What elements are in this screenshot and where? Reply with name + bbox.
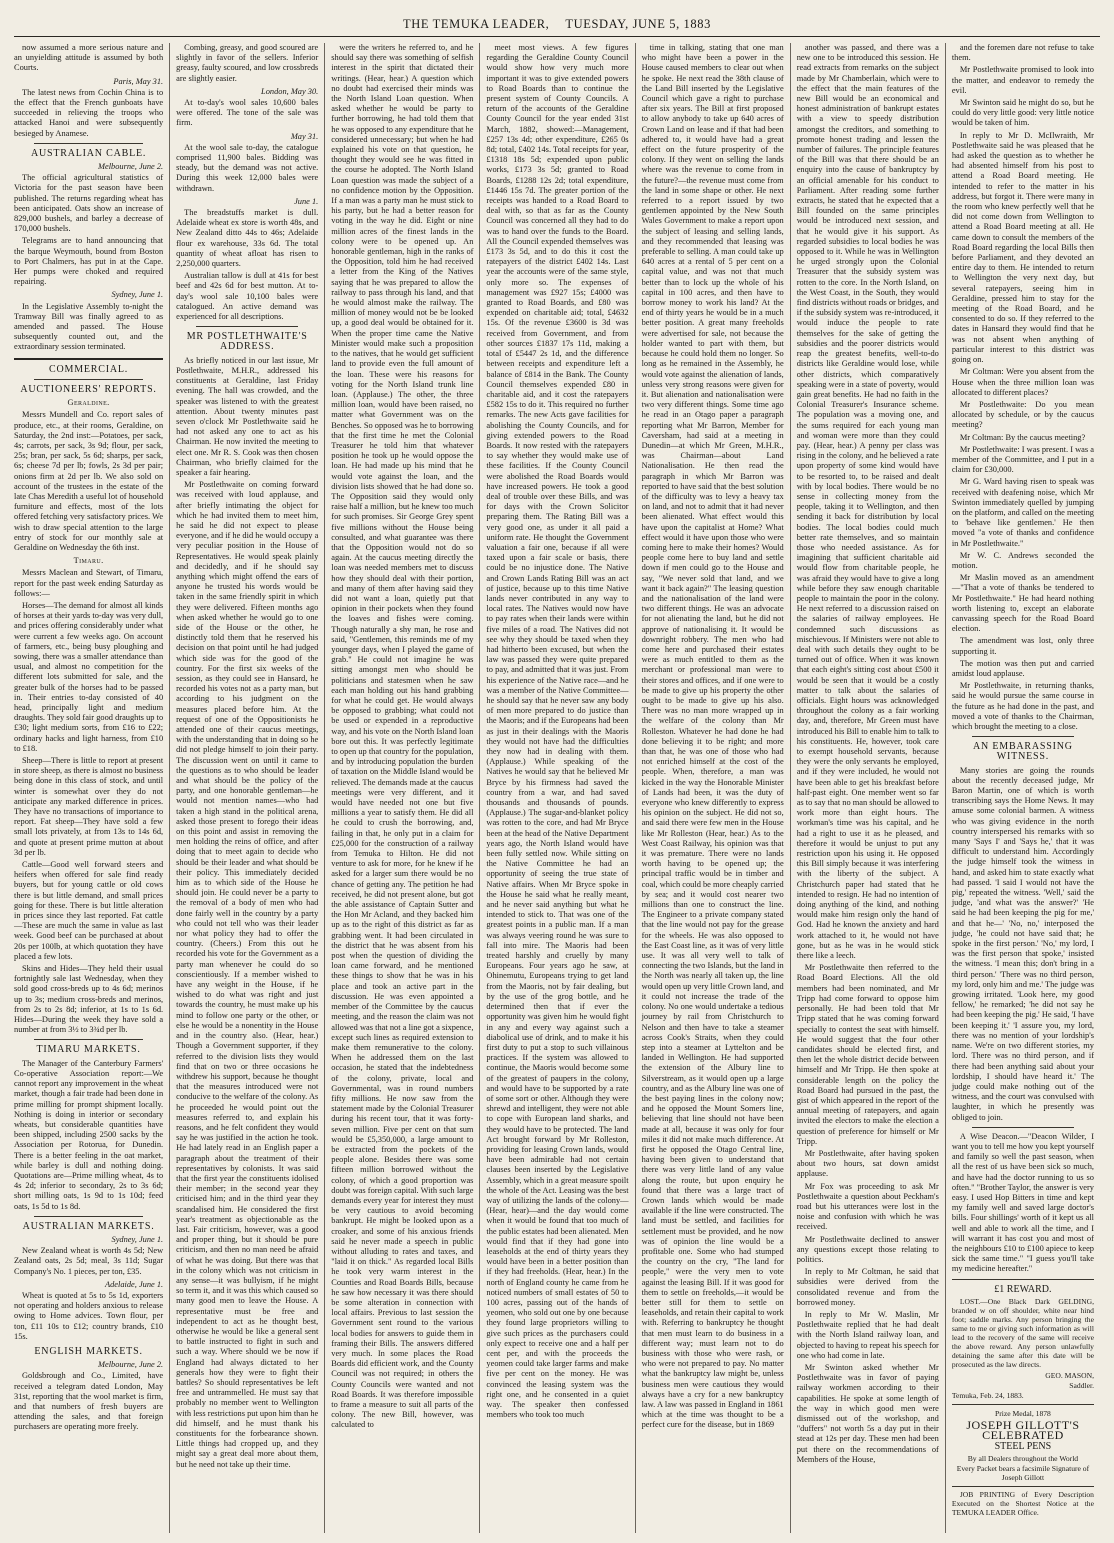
article-paragraph: Combing, greasy, and good scoured are slightly in favor of the sellers. Inferior greasy, faulty scoured, and low crossbreds are slightly easier. [176,43,319,83]
section-heading: TIMARU MARKETS. [36,1044,141,1056]
article-paragraph: Mr Coltman: By the caucus meeting? [959,432,1086,442]
section-heading: AN EMBARASSING WITNESS. [973,741,1073,763]
column-2 [169,43,324,1533]
column-6 [790,43,945,1533]
article-paragraph: The latest news from Cochin China is to the effect that the French gunboats have succeeded in relieving the troops who attacked Hanoi and were subsequently besieged by Anamese. [14,87,164,138]
article-paragraph: now assumed a more serious nature and an unyielding attitude is assumed by both Courts. [14,43,164,73]
article-paragraph: In reply to Mr Coltman, he said that subsidies were derived from the consolidated revenue and from the borrowed money. [796,1267,939,1307]
ad-subtitle: STEEL PENS [994,1441,1052,1453]
dateline: Melbourne, June 2. [98,162,164,172]
article-paragraph: The motion was then put and carried amidst loud applause. [951,658,1094,678]
article-paragraph: Mr Postlethwaite: Do you mean allocated by schedule, or by the caucus meeting? [951,399,1094,430]
subheading: Timaru. [73,556,104,566]
article-paragraph: Mr G. Ward having risen to speak was received with deafening noise, which Mr Swinton immediately quelled by jumping on the platform, and called on the meeting to 'behave like gentlemen.' He then moved "a vote of thanks and confidence in Mr Postlethwaite." [951,477,1094,548]
advertisement-reward [952,1279,1094,1400]
advertisement-pens [952,1404,1094,1483]
article-paragraph: Mr Postlethwaite promised to look into the matter, and endeavor to remedy the evil. [951,65,1094,95]
divider [34,1216,143,1217]
section-heading: MR POSTLETHWAITE'S ADDRESS. [186,331,308,353]
issue-date: TUESDAY, JUNE 5, 1883 [565,16,711,31]
article-paragraph: Wheat is quoted at 5s to 5s 1d, exporters not operating and holders anxious to release owing to Home advices. Town flour, per ton, £11 10s to £12; country brands, £10 15s. [14,1290,164,1341]
dateline: Sydney, June 1. [111,1234,164,1244]
article-paragraph: At to-day's wool sales 10,600 bales were offered. The tone of the sale was firm. [176,98,319,128]
article-paragraph: In the Legislative Assembly to-night the Tramway Bill was finally agreed to as amended and passed. The House subsequently counted out, and the extraordinary session terminated. [14,301,164,352]
article-paragraph: Many stories are going the rounds about the recently deceased judge, Mr Baron Martin, one of which is worth transcribing says the Home News. It may amuse some colonial barmen. A witness who was giving evidence in the north country interspersed his remarks with so many 'Says I' and 'Says he,' that it was difficult to understand him. Accordingly the judge himself took the witness in hand, and asked him to state exactly what had passed. 'I said I would not have the pig,' repeated the witness. 'Well,' said the judge, 'and what was the answer?' 'He said he had been keeping the pig for me,' and that he—' 'No, no,' interposed the judge, 'he could not have said that; he spoke in the first person.' 'No,' my lord, I was the first person that spoke,' insisted the witness. 'I mean this; don't bring in a third person.' 'There was no third person, my lord, only him and me.' The judge was growing irritated. 'Look here, my good fellow,' he remarked; 'he did not say he had been keeping the pig.' He said, 'I have been keeping it.' 'I assure you, my lord, there was no mention of your lordship's name. We're on two different stories, my lord. There was no third person, and if there had been anything said about your lordship, I should have heard it.' The judge could make nothing out of the witness, and the court was convulsed with laughter, in which he presently was obliged to join. [951,765,1094,1122]
dateline: London, May 30. [261,86,319,96]
article-paragraph: Skins and Hides—They held their usual fortnightly sale last Wednesday, when they sold good cross-breds up to 4s 6d; merinos up to 3s; medium cross-breds and merinos, from 2s to 2s 8d; inferior, at 1s to 1s 6d. Hides—During the week they have sold a number at from 3½ to 3¾d per lb. [14,964,164,1035]
dateline: Paris, May 31. [113,76,164,86]
article-paragraph: As briefly noticed in our last issue, Mr Postlethwaite, M.H.R., addressed his constituents at Geraldine, last Friday evening. The hall was crowded, and the speaker was listened to with the greatest attention. About twenty minutes past seven o'clock Mr Postlethwaite said he had not asked any one to act as his Chairman. He now invited the meeting to elect one. Mr R. S. Cook was then chosen Chairman, who briefly claimed for the speaker a fair hearing. [176,355,319,477]
article-paragraph: Mr W. C. Andrews seconded the motion. [951,550,1094,570]
divider [972,1127,1074,1128]
ad-title: JOSEPH GILLOTT'S CELEBRATED [966,1417,1080,1442]
article-paragraph: Sheep—There is little to report at present in store sheep, as there is almost no business being done in this class of stock, and until winter is somewhat over they do not anticipate any marked difference in prices. They have no transactions of importance to report. Fat sheep—They have sold a few small lots privately, at from 13s to 14s 6d, and quote at present prime mutton at about 3d per lb. [14,756,164,857]
divider [34,1039,143,1040]
column-5 [635,43,790,1533]
subheading: Geraldine. [67,398,110,408]
article-paragraph: Australian tallow is dull at 41s for best beef and 42s 6d for best mutton. At to-day's wool sale 10,100 bales were catalogued. An active demand was experienced for all descriptions. [176,271,319,322]
article-paragraph: A Wise Deacon.—"Deacon Wilder, I want you to tell me how you kept yourself and family so well the past season, when all the rest of us have been sick so much, and have had the doctor running to us so often." "Brother Taylor, the answer is very easy. I used Hop Bitters in time and kept my family well and saved large doctor's bills. Four shillings' worth of it kept us all well and able to work all the time, and I will warrant it has cost you and most of the neighbours £10 to £100 apiece to keep sick the same time." "I guess you'll take my medicine hereafter." [951,1131,1094,1274]
masthead [14,12,1100,37]
divider [34,143,143,144]
dateline: May 31. [290,131,319,141]
ad-place-date: Temuka, Feb. 24, 1883. [951,1390,1024,1400]
section-heading: COMMERCIAL. [49,363,129,375]
ad-signature-title: Saddler. [1069,1380,1094,1390]
article-paragraph: Mr Swinton asked whether Mr Postlethwaite was in favor of paying railway workmen according to their capabilities. He spoke at some length of the way in which good men were dismissed out of the workshop, and "duffers" not worth 5s a day put in their stead at 12s per day. These men had been put there on the recommendations of Members of the House, [796,1363,939,1464]
ad-body: LOST.—One Black Dark GELDING, branded w on off shoulder, white near hind foot; saddle marks. Any person bringing the same to me or giving such information as will lead to the recovery of the same will receive the above reward. Any person unlawfully detaining the same after this date will be prosecuted as the law directs. [951,1296,1094,1369]
article-paragraph: and the foremen dare not refuse to take them. [951,43,1094,63]
section-heading: ENGLISH MARKETS. [34,1345,143,1357]
article-paragraph: The official agricultural statistics of Victoria for the past season have been published. The returns regarding wheat has been anticipated. Oats show an increase of 829,000 bushels, and barley a decrease of 170,000 bushels. [14,173,164,234]
article-paragraph: Mr Coltman: Were you absent from the House when the three million loan was allocated to different places? [951,367,1094,397]
divider [972,736,1074,737]
article-paragraph: The Manager of the Canterbury Farmers' Co-operative Association report:—We cannot report any improvement in the wheat market, though a fair trade had been done in prime milling for prompt shipment locally. Nothing is doing in interior or secondary wheats, but considerable quantities have been shipped, including 2500 sacks by the Association per Rotorua, for Dunedin. There is a better feeling in the oat market, while barley is dull and nothing doing. Quotations are—Prime milling wheat, 4s to 4s 2d; inferior to secondary, 2s to 3s 6d; short milling oats, 1s 9d to 1s 10d; feed oats, 1s 5d to 1s 8d. [14,1058,164,1211]
article-paragraph: time in talking, stating that one man who might have been a power in the House caused members to clear out when he spoke. He next read the 38th clause of the Land Bill inserted by the Legislative Council which gave a right to purchase after six years. The Bill at first proposed to allow anybody to take up 640 acres of Crown Land on lease and if that had been adhered to, it would have had a great effect on the future prosperity of the colony. If they went on selling the lands where was the revenue to come from in the future?—the revenue must come from the land in some shape or other. He next referred to a report issued by two gentlemen appointed by the New South Wales Government to make a report upon the subject of leasing and selling lands, and they recommended that leasing was preferable to selling. A man could take up 640 acres at a rental of 5 per cent on a capital value, and was not that much better than to lock up the whole of his capital in 100 acres, and then have to borrow money to work his land? At the end of thirty years he would be in a much better position. A great many freeholds were advertised for sale, not because the holder wanted to part with them, but because he could hold them no longer. So long as he remained in the Assembly, he would vote against the alienation of lands, unless very strong reasons were given for it. But alienation and nationalisation were two very different things. Some time ago he read in an Otago paper a paragraph reporting what Mr Barron, Member for Caversham, had said at a meeting in Dunedin—at which Mr Green, M.H.R., was Chairman—about Land Nationalisation. He then read the paragraph in which Mr Barron was reported to have said that the best solution of the difficulty was to levy a heavy tax on land, and not to admit that it had never been alienated. What effect would this have upon the capitalist at Home? What effect would it have upon those who were coming here to make their homes? Would people come here to buy land and settle down if men could go to the House and say, "We never sold that land, and we want it back again?" The leasing question and the nationalisation of the land were two different things. He was an advocate for not alienating the land, but he did not approve of nationalising it. It would be downright robbery. The men who had come here and purchased their estates were as much entitled to them as the merchant or professional man were to their stores and offices, and if one were to be made to give up his property the other ought to be made to give up his also. There was no man more wrapped up in the welfare of the colony than Mr Rolleston. Whatever he had done he had done believing it to be right; and more than that, he was one of those who had not enriched himself at the cost of the people. When, therefore, a man was kicked in the way the Honorable Minister of Lands had been, it was the duty of everyone who knew differently to express his opinion on the subject. He did not so, and said there were few men in the House like Mr Rolleston (Hear, hear.) As to the West Coast Railway, his opinion was that it was premature. There were no lands worth having to be opened up; the principal traffic would be in timber and coal, which could be more cheaply carried by sea; and it would cost nearer two millions than one to construct the line. The Engineer to a private company stated that the line would not pay for the grease for the wheels. He was also opposed to the East Coast line, as it was of very little use. It was all very well to talk of connecting the two Islands, but the land in the North was nearly all taken up, the line would open up very little Crown land, and it could not increase the trade of the colony. No one would undertake a tedious journey by rail from Christchurch to Nelson and then have to take a steamer across Cook's Straits, when they could step into a steamer at Lyttelton and be landed in Wellington. He had supported the extension of the Albury line to Silverstream, as it would open up a large country, and as the Albury line was one of the best paying lines in the colony now; and he opposed the Mount Somers line, believing that line should not have been made at all, because it was only for four miles it did not make much difference. At first he opposed the Otago Central line, having been given to understand that there was very little land of any value along the route, but upon enquiry he found that there was a large tract of Crown lands which would be made available if the line were constructed. The land must be settled, and facilities for settlement must be provided, and he now was of opinion the line would be a profitable one. Some who had stumped the country on the cry, "The land for people," were the very men to vote against the leasing Bill. If it was good for them to settle on freeholds,—it would be better still for them to settle on leaseholds, and retain their capital to work with. Referring to bankruptcy he thought that men must learn to do business in a different way; must learn not to do business with those who were rash, or who were not prepared to pay. No matter what the bankruptcy law might be, unless business men were cautious they would always have a cry for a new bankruptcy law. A law was passed in England in 1861 which at the time was thought to be a perfect cure for the disease, but in 1869 [641,43,784,1430]
dateline: Melbourne, June 2. [98,1360,164,1370]
ad-body: Every Packet bears a facsimile Signature of Joseph Gillott [956,1464,1090,1483]
ad-signature: GEO. MASON, [1045,1370,1094,1380]
article-paragraph: another was passed, and there was a new one to be introduced this session. He read extracts from remarks on the subject made by Mr Chamberlain, which were to the effect that the main features of the new Bill would be an economical and honest administration of bankrupt estates with a view to speedy distribution amongst the creditors, and something to promote honest trading and lessen the number of failures. The principle features of the Bill was that there should be an enquiry into the cause of bankruptcy by an official amenable for his conduct to Parliament. After reading some further extracts, he stated that he expected that a Bill founded on the same principles would be introduced next session, and that he would give it his support. As regarded subsidies to local bodies he was opposed to it. While he was in Wellington he urged strongly upon the Colonial Treasurer that the subsidy system was rotten to the core. In the North Island, on the West Coast, in the South, they would find districts without roads or bridges, and if the subsidy system was re-introduced, it would induce the people to rate themselves for the sake of getting the subsidies and the poorer districts would reap the greatest benefits, well-to-do districts like Geraldine would lose, while other districts, which comparatively speaking were in a state of poverty, would gain great benefits. He had no faith in the Colonial Treasurer's Insurance scheme. The population was a moving one, and the sums required for each young man and woman were more than they could pay. (Hear, hear.) A penny per class was rising in the colony, and he believed a rate upon property of some kind would have to be resorted to, to be raised and dealt with by local bodies. There would be no sense in collecting money from the people, taking it to Wellington, and then sending it back for distribution by local bodies. The local bodies could much better rate themselves, and so maintain those who needed assistance. As for imagining that sufficient charitable aid would flow from charitable people, he was afraid they would have to give a long while before they saw enough charitable people to maintain the poor in the colony. He next referred to a discussion raised on the salaries of railway employees. He condemned such discussions as mischievous. If Ministers were not able to deal with such details they ought to be turned out of office. When it was known that each eight's sitting cost about £500 it would be seen that it would be a costly matter to talk about the salaries of officials. Eight hours was acknowledged throughout the colony as a fair working day, and, therefore, Mr Green must have introduced his Bill to enable him to talk to his constituents. He, however, took care to exempt household servants, because they were the only servants he employed, and if they were included, he would not have been able to get his breakfast before half-past eight. One member went so far as to say that no man should be allowed to work more than eight hours. The workman's time was his capital, and he had a right to use it as he pleased, and therefore it would be unjust to put any restriction upon his using it. He opposed this Bill simply because it was interfering with the liberty of the subject. A Christchurch paper had stated that he intended to resign. He had no intention of doing anything of the kind, and nothing would make him resign only the hand of God. Had he known the anxiety and hard work attached to it, he would not have gone, but as he was in he would stick there like a leech. [796,43,939,961]
article-paragraph: were the writers he referred to, and he should say there was something of selfish interest in the spirit that dictated their writings. (Hear, hear.) A question which no doubt had exercised their minds was the North Island Loan question. When asked whether he would be party to further borrowing, he had told them that he was opposed to any expenditure that he considered unnecessary; but when he had explained his vote on that question, he thought they would see he was fitted in the course he adopted. The North Island Loan question was made the subject of a no confidence motion by the Opposition. If a man was a party man he must stick to his party, but he had a better reason for voting in the way he did. Eight or nine million acres of the finest lands in the colony were to be opened up. An honorable gentleman, high in the ranks of the Opposition, told him he had received a letter from the King of the Natives saying that he was prepared to allow the railway to pass through his land, and that he would almost make the railway. The million of money would not be be looked up, a good deal would be obtained for it. When the proper time came the Native Minister would make such a proposition to the natives, that he would get sufficient land to provide even the full amount of the loan. These were his reasons for voting for the North Island trunk line loan. (Applause.) The other, the three million loan, would have been raised, no matter what Government was on the Benches. So opposed was he to borrowing that the first time he met the Colonial Treasurer he told him that whatever position he took up he would oppose the loan. He had made up his mind that he would vote against the loan, and the division lists showed that he had done so. The Opposition said they would only raise half a million, but he knew too much for such promises. Sir George Grey spent five millions without the House being consulted, and what guarantee was there that the Opposition would not do so again. At the caucus meeting directly the loan was needed members met to discuss how they should deal with their portion, and many of them after having said they did not want a loan, quietly put that opinion in their pockets when they found the loaves and fishes were coming. Though naturally a shy man, he rose and said, "Gentlemen, this reminds me of my younger days, when I played the game of grab." He could not imagine he was sitting amongst men who should be politicians and statesmen when he saw each man holding out his hand grabbing for what he could get. He would always be opposed to grabbing; what could not be used or expended in a reproductive way, and his vote on the North Island loan bore out this. It was perfectly legitimate to open up that country for the population, and by introducing population the burden of taxation on the Middle Island would be relieved. The demands made at the caucus meetings were very different, and it would have needed not one but five millions a year to satisfy them. He did all he could to crush the borrowing, and, failing in that, he only put in a claim for £25,000 for the construction of a railway from Temuka to Hilton. He did not venture to ask for more, for he knew if he asked for a larger sum there would be no chance of getting any. The petition he had received, he did not present alone, but got the able assistance of Captain Sutter and the Hon Mr Acland, and they backed him up as to the right of this district as far as grabbing went. It had been circulated in the district that he was absent from his post when the question of dividing the loan came forward, and he mentioned these things to show that he was in his place and took an active part in the discussion. He was even appointed a member of the Committee by the caucus meeting, and the reason the claim was not allowed was that not a line got a sixpence, except such lines as required extension to make them remunerative to the colony. When he addressed them on the last occasion, he stated that the indebtedness of the colony, private, local and Governmental, was in round numbers fifty millions. He now saw from the statement made by the Colonial Treasurer during his recent tour, that it was forty-seven million. Five per cent on that sum would be £5,350,000, a large amount to be extracted from the pockets of the people alone. Besides there was some fifteen million borrowed without the colony, of which a good proportion was doubt was foreign capital. With such large demands every year for interest they must be very cautious to avoid becoming bankrupt. He might be looked upon as a croaker, and some of his anxious friends said he never made a speech in public without alluding to rates and taxes, and "laid it on thick." As regarded local Bills he took very warm interest in the Counties and Road Boards Bills, because he saw how necessary it was there should be some alteration in connection with local affairs. Previous to last session the Government sent round to the various local bodies for answers to guide them in framing their Bills. The answers differed very much. In some places the Road Boards did efficient work, and the County Council was not required; in others the County Councils were wanted and not Road Boards. It was therefore impossible to frame a measure to suit all parts of the colony. The new Bill, however, was calculated to [331,43,474,1430]
divider [196,326,298,327]
article-paragraph: In reply to Mr D. McIlwraith, Mr Postlethwaite said he was pleased that he had asked the question as to whether he had absented himself from his post to attend a Road Board meeting. He intended to refer to the matter in his address, but forgot it. There were many in the room who knew perfectly well that he did not come down from Wellington to attend a Road Board meeting at all. He came down to consult the members of the Road Board regarding the local Bills then before Parliament, and they devoted an entire day to them. He intended to return to Wellington the very next day, but several ratepayers, seeing him in Geraldine, pressed him to stay for the meeting of the Road Board, and he consented to do so. If they referred to the dates in Hansard they would find that he was not absent when anything of particular interest to this district was going on. [951,130,1094,365]
ad-prize-line: Prize Medal, 1878 [994,1408,1051,1418]
section-heading: AUSTRALIAN MARKETS. [22,1220,155,1232]
article-paragraph: Mr Postlethwaite on coming forward was received with loud applause, and after briefly intimating the object for which he had invited them to meet him, he said he did not expect to please everyone, and if he did he would occupy a very peculiar position in the House of Representatives. He would speak plainly and decidedly, and if he should say anything which might offend the ears of anyone he trusted his words would be taken in the same friendly spirit in which they were delivered. Fifteen months ago when asked whether he would go to one side of the House or the other, he distinctly told them that he reserved his decision on that point until he had judged which side was for the good of the country. For the first six weeks of the session, as they could see in Hansard, he recorded his votes not as a party man, but according to his judgment on the measures placed before him. At the request of one of the Oppositionists he attended one of their caucus meetings, with the understanding that in doing so he did not pledge himself to join their party. The discussion went on until it came to the questions as to who should be leader and what should be the policy of the party, and one honorable gentleman—he would not mention names—who had taken a high stand in the political arena, asked those present to forego their ideas on this point and assist in removing the men holding the reins of office, and after doing that to meet again to decide who should be their leader and what should be their policy. This immediately decided him as to which side of the House he should join. He could never be a party to the removal of a body of men who had done fairly well in the country by a party who could not tell who was their leader nor what policy they had to offer the country. (Cheers.) From this out he recorded his vote for the Government as a party man whenever he could do so conscientiously. If a member wished to have any weight in the House, if he wished to do what was right and just towards the country, he must make up his mind to follow one party or the other, or else he would be a nonentity in the House and in the country also. (Hear, hear.) Though a Government supporter, if they referred to the division lists they would find that on two or three occasions he withdrew his support, because he thought that the measures introduced were not conducive to the welfare of the colony. As he proceeded he would point out the measures referred to, and explain his reasons, and he felt confident they would say he was justified in the action he took. He had lately read in an English paper a paragraph about the treatment of their representatives by colonists. It was said that the first year the constituents idolised their member; in the second year they criticised him; and in the third year they scandalised him. He considered the first year's treatment as objectionable as the last. Fair criticism, however, was a good and proper thing, but it should be pure criticism, and then no man need be afraid of what he was doing. But there was that in the colony which was not criticism in any sense—it was bullyism, if he might so term it, and it was this which caused so many good men to leave the House. A representative must be free and independent to act as he thought best, otherwise he would be like a general sent to battle instructed to fight in such and such a way. Where should we be now if England had always dictated to her generals how they were to fight their battles? So should representatives be left free and untrammelled. He must say that probably no member went to Wellington with less restrictions put upon him than he did himself, and he must thank his constituents for the forbearance shown. Little things had cropped up, and they might say a great deal more about them, but he need not take up their time. [176,480,319,1469]
article-paragraph: Mr Postlethwaite then referred to the Road Board Elections. All the old members had been nominated, and Mr Tripp had come forward to oppose him personally. He had been told that Mr Tripp stated that he was coming forward specially to contest the seat with himself. He would suggest that the four other candidates should be elected first, and then let the whole district decide between himself and Mr Tripp. He then spoke at considerable length on the policy the Road Board had pursued in the past, the gist of which appeared in the report of the annual meeting of ratepayers, and again invited the electors to make the election a question of preference for himself or Mr Tripp. [796,963,939,1146]
article-paragraph: meet most views. A few figures regarding the Geraldine County Council would show how very much more important it was to give extended powers to Road Boards than to continue the present system of County Councils. A return of the accounts of the Geraldine County Council for the year ended 31st March, 1882, showed:—Management, £257 13s 4d; other expenditure, £265 0s 8d; total, £402 14s. Total receipts for year, £1318 18s 5d; expended upon public works, £173 3s 5d; granted to Road Boards, £1288 12s 2d; total expenditure, £1446 15s 7d. The greater portion of the receipts was handed to a Road Board to deal with, so that as far as the County Council was concerned all they had to do was to hand over the funds to the Board. All the Council expended themselves was £173 3s 5d, and to do this it cost the ratepayers of the district £402 14s. Last year the accounts were of the same style, only more so. The expenses of management was £927 15s; £4000 was granted to Road Boards, and £80 was expended on charitable aid; total, £4632 15s. Of the revenue £3600 is 3d was received from Government, and from other sources £1837 17s 11d, making a total of £5447 2s 1d, and the difference between receipts and expenditure left a balance of £814 in the Bank. The County Council themselves expended £80 in charitable aid, and it cost the ratepayers £582 15s to do it. This required no further remarks. The new Acts gave facilities for abolishing the County Councils, and for giving extended powers to the Road Boards. It now rested with the ratepayers to say whether they would make use of these facilities. If the County Council were abolished the Road Boards would have increased powers. He took a good deal of trouble over these Bills, and was for days with the Crown Solicitor preparing them. The Rating Bill was a very good one, as under it all paid a uniform rate. He thought the Government valuation a fair one, because if all were taxed upon a fair scale or basis, there could be no injustice done. The Native and Crown Lands Rating Bill was an act of justice, because up to this time Native lands never contributed in any way to local rates. The Natives would now have to pay rates when their lands were within five miles of a road. The Natives did not see why they should be taxed when they had hitherto been excused, but when the law was passed they were quite prepared to pay, and admitted that it was just. From his experience of the Native race—and he was a member of the Native Committee—he should say that he never saw any body of men more prepared to do justice than the Maoris; and if the Europeans had been as just in their dealings with the Maoris they would not have had the difficulties they now had in dealing with them. (Applause.) While speaking of the Natives he would say that he believed Mr Bryce by his firmness had saved the country from a war, and had saved thousands and thousands of pounds. (Applause.) The sugar-and-blanket policy was rotten to the core, and had Mr Bryce been at the head of the Native Department years ago, the North Island would have been fully settled now. While sitting on the Native Committee he had an opportunity of seeing the true state of Native affairs. When Mr Bryce spoke in the House he said what he really meant, and he never said anything but what he intended to stick to. That was one of the greatest points in a public man. If a man was always veering round he was sure to fall into mire. The Maoris had been treated harshly and cruelly by many Europeans. Four years ago he saw, at Ohinemutu, Europeans trying to get land from the Maoris, not by fair dealing, but by the use of the grog bottle, and he determined then that if ever the opportunity was given him he would fight in any and every way against such a diabolical use of drink, and to make it his first duty to put a stop to such villainous practices. If the system was allowed to continue, the Maoris would become some of the greatest of paupers in the colony, and would have to be supported by a rate of some sort or other. Although they were shrewd and intelligent, they were not able to cope with European land sharks, and they would have to be protected. The land Act brought forward by Mr Rolleston, providing for leasing Crown lands, would have been admirable had not certain clauses been inserted by the Legislative Assembly, which in a great measure spoilt the whole of the Act. Leasing was the best way of utilizing the lands of the colony—(Hear, hear)—and the day would come when it would be found that too much of the public estates had been alienated. Men would find that if they had gone into leaseholds at the end of thirty years they would have been in a better position than if they had freeholds. (Hear, hear.) In the north of England county he came from he noticed numbers of small estates of 50 to 100 acres, passing out of the hands of yeomen, who sold out one by one because they found large proprietors willing to give such prices as the purchasers could only expect to receive one and a half per cent per, and with the proceeds the yeomen could take larger farms and make five per cent on the money. He was convinced the leasing system was the right one, and he consented in a quiet way. The speaker then confessed members who took too much [486,43,629,1420]
article-paragraph: In reply to Mr W. Maslin, Mr Postlethwaite replied that he had dealt with the North Island railway loan, and objected to having to repeat his speech for one who had come in late. [796,1309,939,1360]
article-paragraph: Cattle—Good well forward steers and heifers when offered for sale find ready buyers, but for young cattle or old cows there is but little demand, and small prices going for these. There is but little alteration in prices since they last reported. Fat cattle—These are much the same in value as last week. Good beef can be purchased at about 20s per 100lb, at which quotation they have placed a few lots. [14,860,164,961]
article-paragraph: Messrs Mundell and Co. report sales of produce, etc., at their rooms, Geraldine, on Saturday, the 2nd inst:—Potatoes, per sack, 4s; carrots, per sack, 3s 9d; flour, per sack, 25s; bran, per sack, 5s 6d; sharps, per sack, 6s; cheese 7d per lb; fowls, 2s 3d per pair; onions firm at 2d per lb. We also sold on account of the trustees in the estate of the late Chas Meredith a useful lot of household furniture and effects, most of the lots offered fetching very satisfactory prices. We wish to draw special attention to the large entry of stock for our monthly sale at Geraldine on Wednesday the 6th inst. [14,410,164,552]
article-paragraph: Goldsbrough and Co., Limited, have received a telegram dated London, May 31st, reporting that the wool market is firm, and that numbers of fresh buyers are attending the sales, and that foreign purchasers are operating more freely. [14,1371,164,1432]
column-1 [14,43,169,1533]
ad-body: By all Dealers throughout the World [967,1454,1079,1464]
column-7 [945,43,1100,1533]
article-paragraph: Messrs Maclean and Stewart, of Timaru, report for the past week ending Saturday as follows:— [14,568,164,598]
dateline: Adelaide, June 1. [105,1279,164,1289]
article-paragraph: The amendment was lost, only three supporting it. [951,636,1094,656]
section-heading: AUCTIONEERS' REPORTS. [20,383,157,395]
article-paragraph: Mr Postlethwaite, in returning thanks, said he would pursue the same course in the future as he had done in the past, and moved a vote of thanks to the Chairman, which brought the meeting to a close. [951,681,1094,731]
column-3 [324,43,479,1533]
article-paragraph: Mr Swinton said he might do so, but he could do very little good: very little notice would be taken of him. [951,98,1094,128]
article-paragraph: Mr Maslin moved as an amendment—"That a vote of thanks be tendered to Mr Postlethwaite." He had heard nothing worth listening to, except an elaborate canvassing speech for the Road Board election. [951,573,1094,634]
columns [14,43,1100,1533]
article-paragraph: The breadstuffs market is dull. Adelaide wheat ex store is worth 48s, and New Zealand ditto 44s to 46s; Adelaide flour ex warehouse, 33s 6d. The total quantity of wheat afloat has risen to 2,250,000 quarters. [176,208,319,269]
column-4 [479,43,634,1533]
article-paragraph: Mr Postlethwaite: I was present. I was a member of the Committee, and I put in a claim for £30,000. [951,444,1094,475]
advertisement-printing [952,1486,1094,1517]
article-paragraph: Horses—The demand for almost all kinds of horses at their yards to-day was very dull, and prices offering considerably under what were current a few weeks ago. On account of farmers, etc., being busy ploughing and sowing, there was a smaller attendance than usual, and almost no competition for the different lots submitted for sale, and the greater bulk of the horses had to be passed in. Their entries to-day consisted of 40 head, principally light and medium draughts. They sold fair good draughts up to £30; light medium sorts, from £16 to £22; ordinary hacks and light harness, from £10 to £18. [14,600,164,753]
article-paragraph: Mr Fox was proceeding to ask Mr Postlethwaite a question about Peckham's road but his utterances were lost in the noise and confusion with which he was received. [796,1181,939,1232]
article-paragraph: At the wool sale to-day, the catalogue comprised 11,900 bales. Bidding was steady, but the demand was not active. During this week 12,000 bales were withdrawn. [176,142,319,193]
dateline: June 1. [294,196,319,206]
ad-title: £1 REWARD. [994,1283,1052,1295]
article-paragraph: Mr Postlethwaite declined to answer any questions except those relating to politics. [796,1234,939,1264]
dateline: Sydney, June 1. [111,290,164,300]
article-paragraph: Telegrams are to hand announcing that the barque Weymouth, bound from Boston to Port Chalmers, has put in at the Cape. Her pumps were choked and required repairing. [14,236,164,287]
article-paragraph: Mr Postlethwaite, after having spoken about two hours, sat down amidst applause. [796,1148,939,1179]
section-heading: AUSTRALIAN CABLE. [30,147,147,159]
ad-body: JOB PRINTING of Every Description Executed on the Shortest Notice at the TEMUKA LEADER Office. [951,1490,1094,1518]
article-paragraph: New Zealand wheat is worth 4s 5d; New Zealand oats, 2s 5d; meal, 3s 11d; Sugar Company's No. 1 pieces, per ton, £35. [14,1246,164,1276]
paper-name: THE TEMUKA LEADER, [403,16,550,31]
divider [14,358,163,360]
divider [34,379,143,380]
